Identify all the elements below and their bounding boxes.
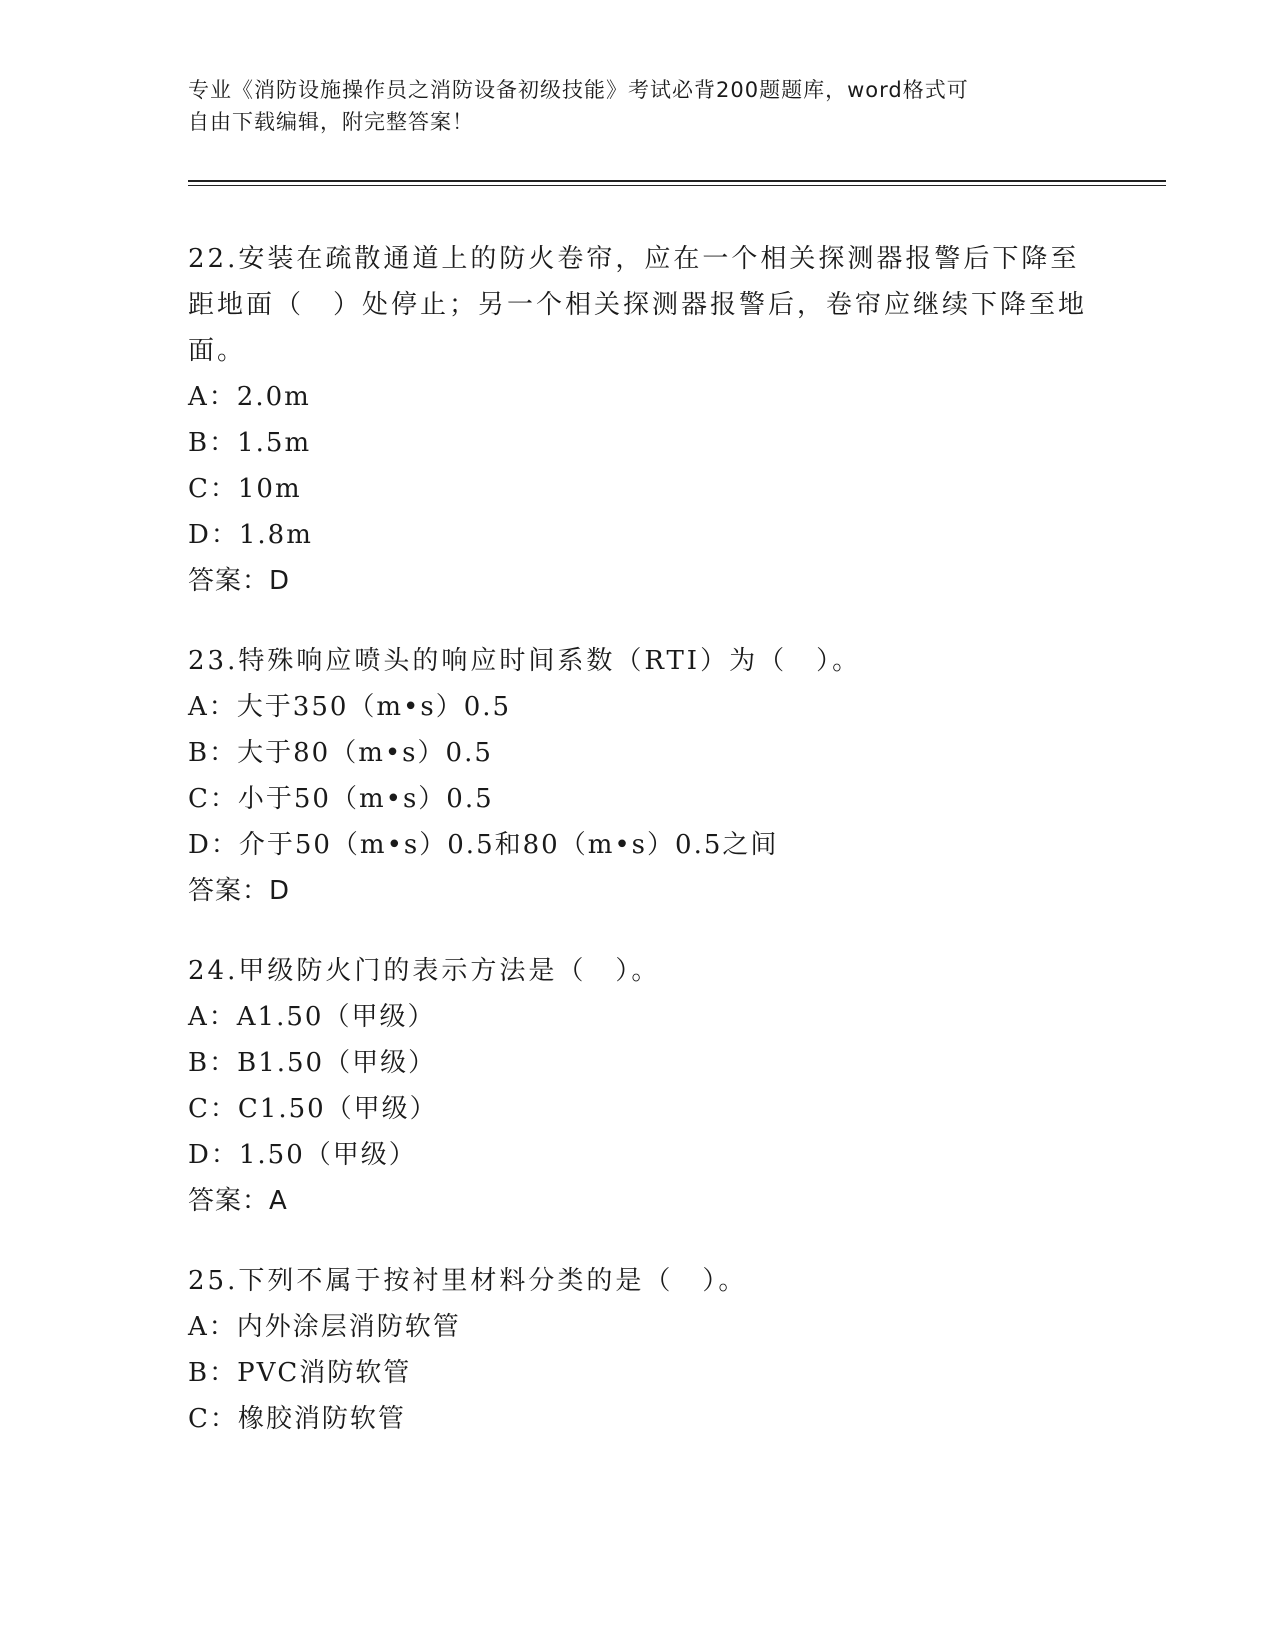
option-c: C：橡胶消防软管 (188, 1404, 406, 1434)
question-25 (188, 1258, 1088, 1442)
question-stem: 23.特殊响应喷头的响应时间系数（RTI）为（ ）。 (188, 646, 862, 676)
option-b: B：B1.50（甲级） (188, 1048, 437, 1078)
question-stem: 22.安装在疏散通道上的防火卷帘，应在一个相关探测器报警后下降至距地面（ ）处停止；另一个相关探测器报警后，卷帘应继续下降至地面。 (188, 244, 1088, 366)
document-header (188, 74, 1088, 138)
answer: 答案：A (188, 1186, 288, 1216)
option-d: D：1.50（甲级） (188, 1140, 417, 1170)
option-c: C：小于50（m•s）0.5 (188, 784, 494, 814)
question-23 (188, 638, 1088, 914)
option-a: A：A1.50（甲级） (188, 1002, 436, 1032)
option-a: A：内外涂层消防软管 (188, 1312, 461, 1342)
answer: 答案：D (188, 566, 291, 596)
option-c: C：10m (188, 474, 302, 504)
option-b: B：PVC消防软管 (188, 1358, 412, 1388)
option-c: C：C1.50（甲级） (188, 1094, 438, 1124)
question-stem: 24.甲级防火门的表示方法是（ ）。 (188, 956, 661, 986)
option-a: A：大于350（m•s）0.5 (188, 692, 512, 722)
header-divider-thick (188, 180, 1166, 182)
question-list (188, 236, 1088, 1476)
header-line-1: 专业《消防设施操作员之消防设备初级技能》考试必背200题题库，word格式可 (188, 78, 969, 102)
option-d: D：1.8m (188, 520, 313, 550)
option-a: A：2.0m (188, 382, 311, 412)
question-24 (188, 948, 1088, 1224)
header-line-2: 自由下载编辑，附完整答案！ (188, 110, 474, 134)
option-d: D：介于50（m•s）0.5和80（m•s）0.5之间 (188, 830, 779, 860)
question-stem: 25.下列不属于按衬里材料分类的是（ ）。 (188, 1266, 748, 1296)
option-b: B：大于80（m•s）0.5 (188, 738, 493, 768)
question-22 (188, 236, 1088, 604)
option-b: B：1.5m (188, 428, 312, 458)
header-divider-thin (188, 185, 1166, 186)
answer: 答案：D (188, 876, 291, 906)
